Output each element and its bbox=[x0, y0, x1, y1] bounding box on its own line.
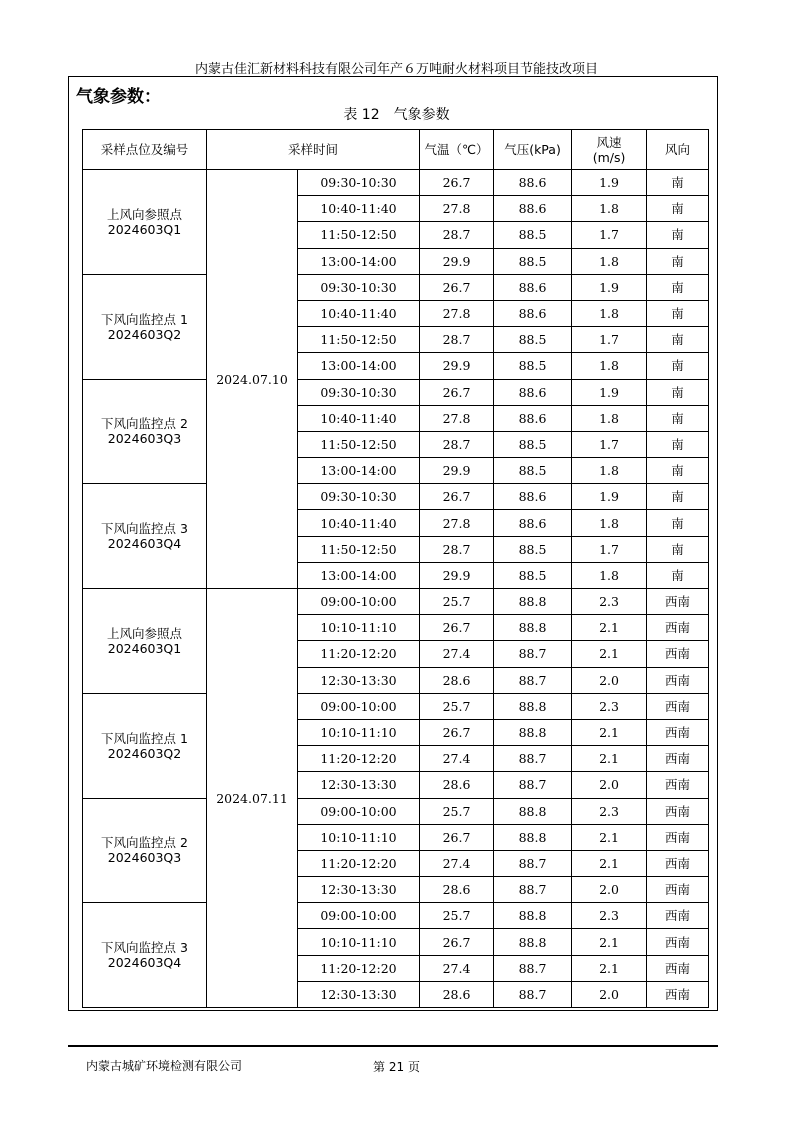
temp-cell: 29.9 bbox=[420, 353, 494, 379]
temp-cell: 26.7 bbox=[420, 719, 494, 745]
temp-cell: 27.4 bbox=[420, 955, 494, 981]
page-number: 第 21 页 bbox=[373, 1060, 420, 1074]
wind-speed-cell: 1.8 bbox=[572, 458, 647, 484]
wind-speed-cell: 1.8 bbox=[572, 196, 647, 222]
wind-dir-cell: 西南 bbox=[647, 746, 709, 772]
pressure-cell: 88.8 bbox=[494, 693, 572, 719]
wind-speed-cell: 2.1 bbox=[572, 615, 647, 641]
wind-speed-cell: 1.7 bbox=[572, 222, 647, 248]
temp-cell: 26.7 bbox=[420, 484, 494, 510]
wind-speed-cell: 1.9 bbox=[572, 274, 647, 300]
wind-speed-cell: 2.1 bbox=[572, 850, 647, 876]
temp-cell: 28.7 bbox=[420, 536, 494, 562]
wind-dir-cell: 西南 bbox=[647, 667, 709, 693]
temp-cell: 26.7 bbox=[420, 615, 494, 641]
site-code: 2024603Q4 bbox=[107, 536, 182, 552]
time-cell: 11:20-12:20 bbox=[298, 955, 420, 981]
site-cell bbox=[83, 903, 207, 1008]
wind-dir-cell: 西南 bbox=[647, 929, 709, 955]
wind-speed-cell: 2.1 bbox=[572, 824, 647, 850]
wind-speed-cell: 2.1 bbox=[572, 719, 647, 745]
time-cell: 10:40-11:40 bbox=[298, 196, 420, 222]
time-cell: 10:40-11:40 bbox=[298, 405, 420, 431]
time-cell: 13:00-14:00 bbox=[298, 562, 420, 588]
site-code: 2024603Q3 bbox=[107, 850, 182, 866]
temp-cell: 28.6 bbox=[420, 772, 494, 798]
site-cell bbox=[83, 379, 207, 484]
wind-speed-cell: 1.8 bbox=[572, 300, 647, 326]
pressure-cell: 88.5 bbox=[494, 536, 572, 562]
wind-dir-cell: 南 bbox=[647, 562, 709, 588]
pressure-cell: 88.5 bbox=[494, 431, 572, 457]
temp-cell: 25.7 bbox=[420, 798, 494, 824]
temp-cell: 28.7 bbox=[420, 222, 494, 248]
wind-speed-cell: 1.8 bbox=[572, 405, 647, 431]
table-caption: 表 12 气象参数 bbox=[343, 107, 450, 123]
site-code: 2024603Q1 bbox=[107, 221, 182, 237]
table-row bbox=[83, 274, 709, 300]
wind-speed-cell: 2.0 bbox=[572, 667, 647, 693]
wind-dir-cell: 西南 bbox=[647, 693, 709, 719]
wind-dir-cell: 西南 bbox=[647, 981, 709, 1007]
time-cell: 09:00-10:00 bbox=[298, 798, 420, 824]
table-row bbox=[83, 170, 709, 196]
pressure-cell: 88.7 bbox=[494, 877, 572, 903]
site-code: 2024603Q2 bbox=[107, 745, 182, 761]
pressure-cell: 88.7 bbox=[494, 746, 572, 772]
section-heading: 气象参数： bbox=[76, 87, 161, 107]
time-cell: 10:10-11:10 bbox=[298, 929, 420, 955]
site-name: 下风向监控点 2 bbox=[101, 416, 188, 432]
time-cell: 10:10-11:10 bbox=[298, 615, 420, 641]
time-cell: 11:50-12:50 bbox=[298, 431, 420, 457]
wind-speed-cell: 1.9 bbox=[572, 170, 647, 196]
time-cell: 09:30-10:30 bbox=[298, 379, 420, 405]
temp-cell: 26.7 bbox=[420, 170, 494, 196]
temp-cell: 27.8 bbox=[420, 405, 494, 431]
wind-speed-cell: 2.1 bbox=[572, 746, 647, 772]
wind-speed-cell: 2.1 bbox=[572, 929, 647, 955]
time-cell: 09:30-10:30 bbox=[298, 274, 420, 300]
temp-cell: 27.8 bbox=[420, 510, 494, 536]
wind-dir-cell: 南 bbox=[647, 510, 709, 536]
temp-cell: 26.7 bbox=[420, 274, 494, 300]
wind-speed-cell: 1.7 bbox=[572, 536, 647, 562]
wind-dir-cell: 南 bbox=[647, 484, 709, 510]
time-cell: 10:10-11:10 bbox=[298, 824, 420, 850]
time-cell: 09:00-10:00 bbox=[298, 693, 420, 719]
site-cell bbox=[83, 693, 207, 798]
temp-cell: 28.6 bbox=[420, 877, 494, 903]
pressure-cell: 88.7 bbox=[494, 850, 572, 876]
col-header-wind-speed-label: 风速 bbox=[596, 134, 622, 150]
temp-cell: 28.6 bbox=[420, 667, 494, 693]
wind-dir-cell: 南 bbox=[647, 405, 709, 431]
wind-speed-cell: 1.8 bbox=[572, 510, 647, 536]
temp-cell: 25.7 bbox=[420, 903, 494, 929]
weather-parameters-table bbox=[82, 129, 709, 1008]
wind-speed-cell: 2.3 bbox=[572, 903, 647, 929]
wind-speed-cell: 1.9 bbox=[572, 484, 647, 510]
time-cell: 09:30-10:30 bbox=[298, 484, 420, 510]
temp-cell: 27.4 bbox=[420, 641, 494, 667]
pressure-cell: 88.7 bbox=[494, 641, 572, 667]
pressure-cell: 88.6 bbox=[494, 196, 572, 222]
temp-cell: 27.8 bbox=[420, 196, 494, 222]
wind-dir-cell: 南 bbox=[647, 222, 709, 248]
time-cell: 10:10-11:10 bbox=[298, 719, 420, 745]
wind-speed-cell: 2.0 bbox=[572, 981, 647, 1007]
table-body bbox=[83, 170, 709, 1008]
wind-speed-cell: 1.9 bbox=[572, 379, 647, 405]
pressure-cell: 88.5 bbox=[494, 458, 572, 484]
col-header-site: 采样点位及编号 bbox=[83, 130, 207, 170]
table-row bbox=[83, 484, 709, 510]
time-cell: 09:00-10:00 bbox=[298, 903, 420, 929]
time-cell: 13:00-14:00 bbox=[298, 353, 420, 379]
pressure-cell: 88.8 bbox=[494, 615, 572, 641]
pressure-cell: 88.7 bbox=[494, 667, 572, 693]
temp-cell: 28.7 bbox=[420, 327, 494, 353]
table-row bbox=[83, 379, 709, 405]
time-cell: 11:50-12:50 bbox=[298, 327, 420, 353]
site-code: 2024603Q2 bbox=[107, 326, 182, 342]
table-row bbox=[83, 693, 709, 719]
wind-dir-cell: 南 bbox=[647, 353, 709, 379]
wind-dir-cell: 南 bbox=[647, 431, 709, 457]
temp-cell: 27.8 bbox=[420, 300, 494, 326]
wind-speed-cell: 2.3 bbox=[572, 589, 647, 615]
pressure-cell: 88.8 bbox=[494, 903, 572, 929]
pressure-cell: 88.8 bbox=[494, 929, 572, 955]
wind-dir-cell: 南 bbox=[647, 536, 709, 562]
temp-cell: 26.7 bbox=[420, 824, 494, 850]
wind-speed-cell: 2.1 bbox=[572, 641, 647, 667]
wind-speed-cell: 2.3 bbox=[572, 798, 647, 824]
temp-cell: 28.6 bbox=[420, 981, 494, 1007]
footer-rule bbox=[68, 1045, 718, 1047]
temp-cell: 27.4 bbox=[420, 746, 494, 772]
table-header-row bbox=[83, 130, 709, 170]
pressure-cell: 88.5 bbox=[494, 222, 572, 248]
time-cell: 12:30-13:30 bbox=[298, 981, 420, 1007]
time-cell: 11:20-12:20 bbox=[298, 746, 420, 772]
time-cell: 11:20-12:20 bbox=[298, 850, 420, 876]
pressure-cell: 88.8 bbox=[494, 589, 572, 615]
wind-dir-cell: 南 bbox=[647, 458, 709, 484]
time-cell: 09:00-10:00 bbox=[298, 589, 420, 615]
wind-dir-cell: 南 bbox=[647, 327, 709, 353]
date-cell: 2024.07.10 bbox=[207, 170, 298, 589]
site-cell bbox=[83, 170, 207, 275]
wind-dir-cell: 西南 bbox=[647, 719, 709, 745]
site-name: 下风向监控点 1 bbox=[101, 730, 188, 746]
pressure-cell: 88.7 bbox=[494, 955, 572, 981]
wind-speed-cell: 2.0 bbox=[572, 772, 647, 798]
footer-company: 内蒙古城矿环境检测有限公司 bbox=[86, 1059, 243, 1073]
table-row bbox=[83, 798, 709, 824]
wind-dir-cell: 西南 bbox=[647, 615, 709, 641]
wind-dir-cell: 西南 bbox=[647, 641, 709, 667]
col-header-wind-dir: 风向 bbox=[647, 130, 709, 170]
wind-dir-cell: 西南 bbox=[647, 903, 709, 929]
wind-dir-cell: 西南 bbox=[647, 955, 709, 981]
time-cell: 12:30-13:30 bbox=[298, 877, 420, 903]
temp-cell: 28.7 bbox=[420, 431, 494, 457]
site-cell bbox=[83, 589, 207, 694]
wind-dir-cell: 南 bbox=[647, 196, 709, 222]
wind-speed-cell: 1.7 bbox=[572, 431, 647, 457]
time-cell: 11:20-12:20 bbox=[298, 641, 420, 667]
pressure-cell: 88.6 bbox=[494, 405, 572, 431]
wind-dir-cell: 西南 bbox=[647, 877, 709, 903]
site-name: 下风向监控点 3 bbox=[101, 521, 188, 537]
wind-dir-cell: 西南 bbox=[647, 824, 709, 850]
wind-dir-cell: 南 bbox=[647, 248, 709, 274]
temp-cell: 25.7 bbox=[420, 693, 494, 719]
pressure-cell: 88.6 bbox=[494, 510, 572, 536]
pressure-cell: 88.5 bbox=[494, 327, 572, 353]
pressure-cell: 88.6 bbox=[494, 300, 572, 326]
time-cell: 11:50-12:50 bbox=[298, 536, 420, 562]
wind-speed-cell: 1.8 bbox=[572, 353, 647, 379]
site-name: 下风向监控点 1 bbox=[101, 311, 188, 327]
pressure-cell: 88.5 bbox=[494, 353, 572, 379]
temp-cell: 25.7 bbox=[420, 589, 494, 615]
col-header-time: 采样时间 bbox=[207, 130, 420, 170]
wind-speed-cell: 2.3 bbox=[572, 693, 647, 719]
pressure-cell: 88.6 bbox=[494, 170, 572, 196]
temp-cell: 27.4 bbox=[420, 850, 494, 876]
site-name: 下风向监控点 2 bbox=[101, 835, 188, 851]
col-header-wind-speed bbox=[572, 130, 647, 170]
table-row bbox=[83, 589, 709, 615]
pressure-cell: 88.6 bbox=[494, 274, 572, 300]
site-code: 2024603Q3 bbox=[107, 431, 182, 447]
date-cell: 2024.07.11 bbox=[207, 589, 298, 1008]
pressure-cell: 88.5 bbox=[494, 248, 572, 274]
temp-cell: 29.9 bbox=[420, 248, 494, 274]
wind-dir-cell: 南 bbox=[647, 379, 709, 405]
site-name: 上风向参照点 bbox=[106, 625, 182, 641]
time-cell: 11:50-12:50 bbox=[298, 222, 420, 248]
site-cell bbox=[83, 798, 207, 903]
pressure-cell: 88.8 bbox=[494, 798, 572, 824]
pressure-cell: 88.7 bbox=[494, 981, 572, 1007]
document-header-title: 内蒙古佳汇新材料科技有限公司年产６万吨耐火材料项目节能技改项目 bbox=[194, 62, 598, 77]
pressure-cell: 88.7 bbox=[494, 772, 572, 798]
site-code: 2024603Q1 bbox=[107, 640, 182, 656]
pressure-cell: 88.6 bbox=[494, 484, 572, 510]
time-cell: 10:40-11:40 bbox=[298, 300, 420, 326]
wind-speed-cell: 1.8 bbox=[572, 248, 647, 274]
pressure-cell: 88.8 bbox=[494, 824, 572, 850]
wind-speed-cell: 2.1 bbox=[572, 955, 647, 981]
temp-cell: 26.7 bbox=[420, 929, 494, 955]
pressure-cell: 88.8 bbox=[494, 719, 572, 745]
pressure-cell: 88.5 bbox=[494, 562, 572, 588]
pressure-cell: 88.6 bbox=[494, 379, 572, 405]
col-header-pressure: 气压(kPa) bbox=[494, 130, 572, 170]
wind-dir-cell: 西南 bbox=[647, 589, 709, 615]
wind-dir-cell: 南 bbox=[647, 170, 709, 196]
site-code: 2024603Q4 bbox=[107, 955, 182, 971]
wind-dir-cell: 南 bbox=[647, 300, 709, 326]
time-cell: 09:30-10:30 bbox=[298, 170, 420, 196]
wind-speed-cell: 2.0 bbox=[572, 877, 647, 903]
time-cell: 12:30-13:30 bbox=[298, 667, 420, 693]
time-cell: 13:00-14:00 bbox=[298, 458, 420, 484]
time-cell: 13:00-14:00 bbox=[298, 248, 420, 274]
site-name: 上风向参照点 bbox=[106, 206, 182, 222]
wind-speed-cell: 1.8 bbox=[572, 562, 647, 588]
temp-cell: 26.7 bbox=[420, 379, 494, 405]
time-cell: 10:40-11:40 bbox=[298, 510, 420, 536]
col-header-temp: 气温（℃） bbox=[420, 130, 494, 170]
wind-dir-cell: 西南 bbox=[647, 850, 709, 876]
wind-speed-cell: 1.7 bbox=[572, 327, 647, 353]
temp-cell: 29.9 bbox=[420, 458, 494, 484]
col-header-wind-speed-unit: (m/s) bbox=[592, 149, 626, 165]
time-cell: 12:30-13:30 bbox=[298, 772, 420, 798]
site-name: 下风向监控点 3 bbox=[101, 940, 188, 956]
site-cell bbox=[83, 484, 207, 589]
table-row bbox=[83, 903, 709, 929]
wind-dir-cell: 西南 bbox=[647, 798, 709, 824]
wind-dir-cell: 西南 bbox=[647, 772, 709, 798]
site-cell bbox=[83, 274, 207, 379]
wind-dir-cell: 南 bbox=[647, 274, 709, 300]
temp-cell: 29.9 bbox=[420, 562, 494, 588]
